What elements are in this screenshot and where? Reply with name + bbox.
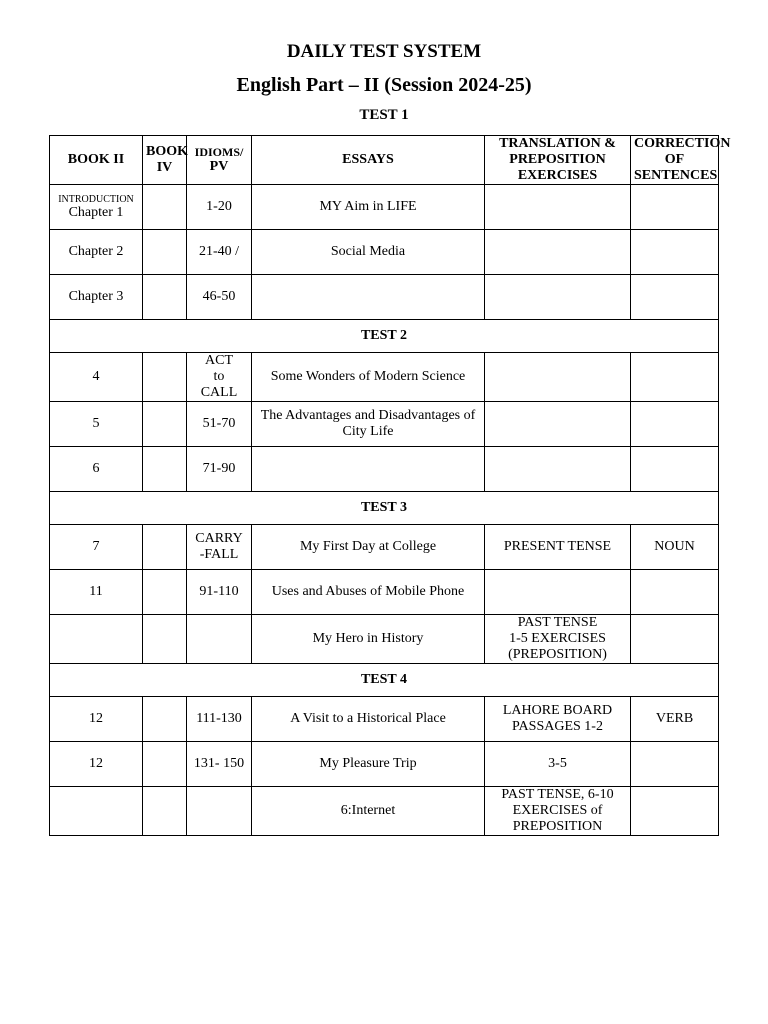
cell-translation: PRESENT TENSE: [485, 525, 631, 570]
cell-book-ii: 7: [50, 525, 143, 570]
cell-translation: [485, 353, 631, 402]
cell-translation: PAST TENSE 1-5 EXERCISES (PREPOSITION): [485, 615, 631, 664]
table-row: [50, 230, 719, 275]
section-heading-row: [50, 492, 719, 525]
table-row: [50, 185, 719, 230]
cell-translation: [485, 447, 631, 492]
cell-correction: [631, 570, 719, 615]
cell-essay: My Pleasure Trip: [252, 742, 485, 787]
table-row: [50, 525, 719, 570]
header-translation: TRANSLATION & PREPOSITION EXERCISES: [485, 136, 631, 185]
cell-book-ii: [50, 787, 143, 836]
cell-idioms: CARRY -FALL: [187, 525, 252, 570]
header-book-ii: BOOK II: [50, 136, 143, 185]
test-schedule-table: [49, 135, 731, 836]
cell-book-iv: [143, 185, 187, 230]
table-row: [50, 447, 719, 492]
cell-book-ii: Chapter 2: [50, 230, 143, 275]
cell-book-iv: [143, 402, 187, 447]
cell-book-iv: [143, 742, 187, 787]
cell-translation: [485, 402, 631, 447]
section-heading: TEST 4: [50, 664, 719, 697]
table-header-row: [50, 136, 719, 185]
cell-book-ii-note: INTRODUCTION: [58, 194, 134, 205]
cell-translation: [485, 275, 631, 320]
cell-idioms: [187, 787, 252, 836]
cell-correction: [631, 230, 719, 275]
cell-book-ii: Chapter 3: [50, 275, 143, 320]
document-title: DAILY TEST SYSTEM: [286, 41, 482, 62]
cell-book-iv: [143, 230, 187, 275]
cell-translation: 3-5: [485, 742, 631, 787]
cell-correction: NOUN: [631, 525, 719, 570]
cell-translation: [485, 230, 631, 275]
cell-idioms: 91-110: [187, 570, 252, 615]
header-idioms-label: IDIOMS/: [194, 145, 244, 159]
cell-idioms: 21-40 /: [187, 230, 252, 275]
cell-essay: [252, 275, 485, 320]
cell-correction: [631, 402, 719, 447]
header-essays: ESSAYS: [252, 136, 485, 185]
cell-book-iv: [143, 525, 187, 570]
cell-translation: [485, 570, 631, 615]
cell-correction: [631, 275, 719, 320]
cell-book-ii: 4: [50, 353, 143, 402]
cell-idioms: ACT to CALL: [187, 353, 252, 402]
test-1-heading: TEST 1: [359, 107, 409, 123]
cell-book-ii: 5: [50, 402, 143, 447]
cell-idioms: 71-90: [187, 447, 252, 492]
cell-book-iv: [143, 570, 187, 615]
section-heading-row: [50, 320, 719, 353]
cell-translation: LAHORE BOARD PASSAGES 1-2: [485, 697, 631, 742]
section-heading: TEST 2: [50, 320, 719, 353]
cell-book-iv: [143, 697, 187, 742]
cell-translation: [485, 185, 631, 230]
cell-correction: VERB: [631, 697, 719, 742]
cell-book-ii: [50, 615, 143, 664]
table-row: [50, 615, 719, 664]
cell-correction: [631, 742, 719, 787]
cell-idioms: 111-130: [187, 697, 252, 742]
cell-book-iv: [143, 447, 187, 492]
cell-correction: [631, 185, 719, 230]
section-heading: TEST 3: [50, 492, 719, 525]
cell-book-ii: 11: [50, 570, 143, 615]
cell-idioms: [187, 615, 252, 664]
section-heading-row: [50, 664, 719, 697]
cell-idioms: 51-70: [187, 402, 252, 447]
table-row: [50, 353, 719, 402]
table-row: [50, 570, 719, 615]
cell-essay: The Advantages and Disadvantages of City Life: [252, 402, 485, 447]
cell-book-ii-chapter: Chapter 1: [68, 205, 124, 220]
cell-correction: [631, 353, 719, 402]
cell-book-iv: [143, 615, 187, 664]
cell-book-ii: 12: [50, 742, 143, 787]
cell-essay: Social Media: [252, 230, 485, 275]
cell-book-ii: [50, 185, 143, 230]
header-pv-label: PV: [209, 159, 229, 174]
table-row: [50, 742, 719, 787]
cell-essay: My Hero in History: [252, 615, 485, 664]
header-book-iv: BOOK IV: [143, 136, 187, 185]
cell-essay: [252, 447, 485, 492]
cell-correction: [631, 447, 719, 492]
document-subtitle: English Part – II (Session 2024-25): [236, 74, 532, 96]
cell-essay: A Visit to a Historical Place: [252, 697, 485, 742]
cell-essay: Some Wonders of Modern Science: [252, 353, 485, 402]
cell-idioms: 46-50: [187, 275, 252, 320]
table-row: [50, 275, 719, 320]
table-row: [50, 697, 719, 742]
header-idioms: [187, 136, 252, 185]
cell-idioms: 131- 150: [187, 742, 252, 787]
cell-book-iv: [143, 787, 187, 836]
cell-book-iv: [143, 353, 187, 402]
cell-correction: [631, 615, 719, 664]
cell-translation: PAST TENSE, 6-10 EXERCISES of PREPOSITION: [485, 787, 631, 836]
cell-book-ii: 6: [50, 447, 143, 492]
cell-essay: My First Day at College: [252, 525, 485, 570]
cell-book-iv: [143, 275, 187, 320]
cell-essay: Uses and Abuses of Mobile Phone: [252, 570, 485, 615]
cell-essay: MY Aim in LIFE: [252, 185, 485, 230]
cell-book-ii: 12: [50, 697, 143, 742]
header-correction: CORRECTION OF SENTENCES: [631, 136, 719, 185]
cell-idioms: 1-20: [187, 185, 252, 230]
cell-correction: [631, 787, 719, 836]
cell-essay: 6:Internet: [252, 787, 485, 836]
table-row: [50, 402, 719, 447]
table-row: [50, 787, 719, 836]
